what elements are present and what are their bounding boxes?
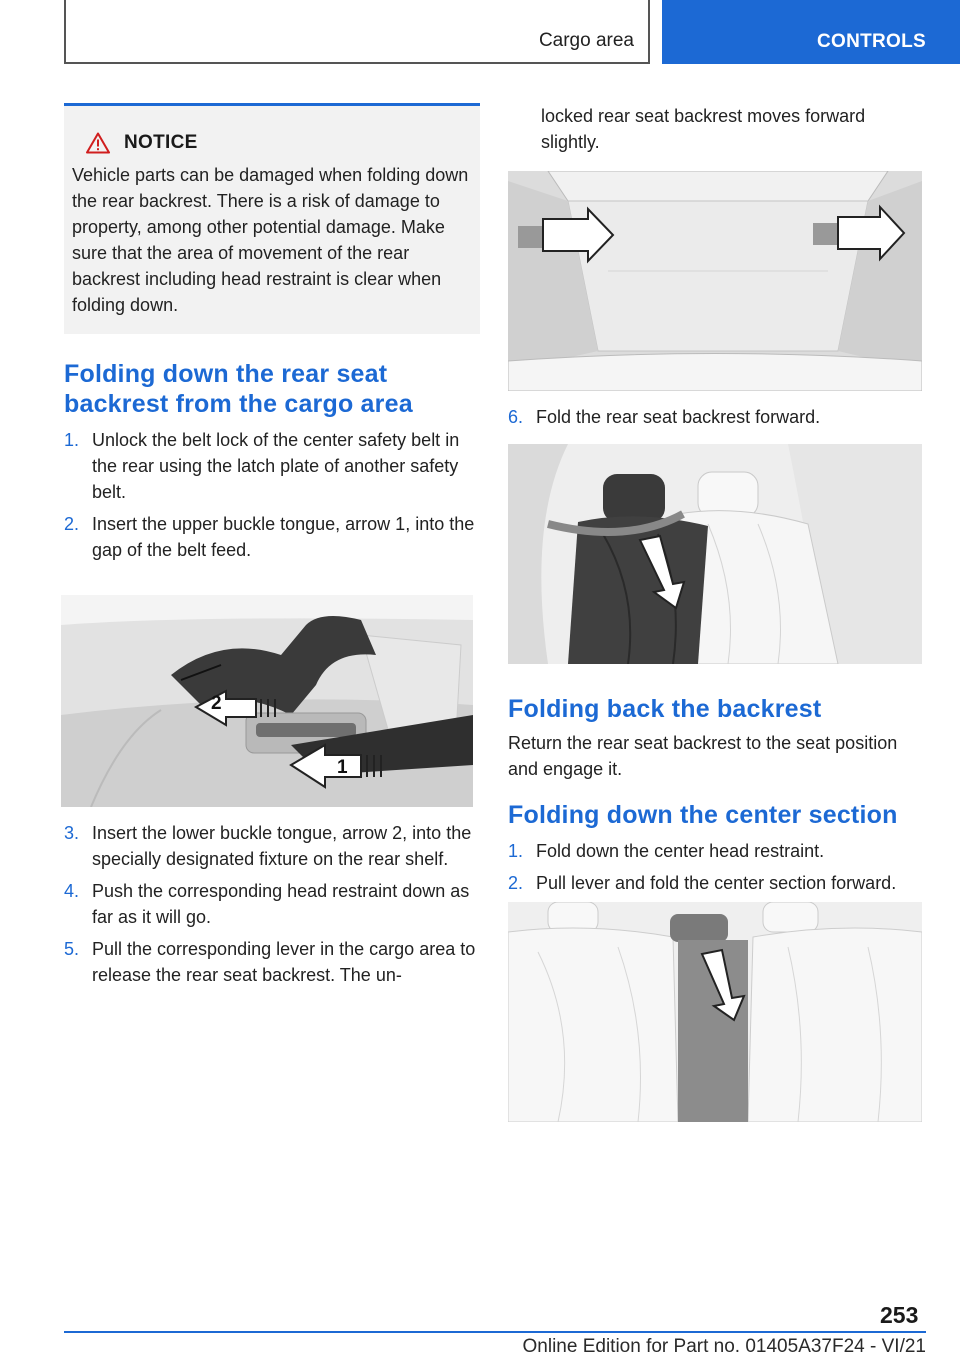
step-text: Insert the upper buckle tongue, arrow 1, into the gap of the belt feed.: [92, 514, 475, 560]
figure-belt-feed: [61, 595, 473, 807]
step-text: Push the corresponding head restraint down as far as it will go.: [92, 881, 470, 927]
step-number: 5.: [64, 939, 80, 959]
step-number: 3.: [64, 823, 80, 843]
header-section-title: Cargo area: [538, 30, 634, 51]
list-item: [508, 838, 926, 864]
section-title-center: Folding down the center section: [508, 801, 898, 829]
right-column: [508, 103, 926, 1122]
list-item: [508, 404, 926, 430]
list-item: [64, 820, 480, 872]
list-item: [64, 878, 480, 930]
step-number: 2.: [64, 514, 80, 534]
step-number: 6.: [508, 407, 524, 427]
step-5-continuation: locked rear seat backrest moves forward slightly.: [541, 106, 866, 152]
steps-list-center: [508, 838, 926, 896]
list-item: [64, 936, 480, 988]
notice-body: Vehicle parts can be damaged when folding down the rear backrest. There is a risk of damage to property, among other potential damage. Make sure that the area of movement of the rear backrest including head restraint is clear when folding down.: [72, 165, 469, 315]
header-chapter-tab: [662, 0, 960, 64]
step-number: 1.: [64, 430, 80, 450]
figure-label-1: 1: [337, 757, 348, 778]
section-title-fold-cargo: Folding down the rear seat backrest from the cargo area: [64, 360, 413, 418]
step-number: 2.: [508, 873, 524, 893]
steps-list-b: [64, 820, 480, 988]
step-number: 1.: [508, 841, 524, 861]
figure-label-2: 2: [211, 693, 222, 714]
step-text: Fold down the center head restraint.: [536, 841, 825, 861]
step-text: Insert the lower buckle tongue, arrow 2, into the specially designated fixture on the rear shelf.: [92, 823, 472, 869]
footer-divider: [64, 1331, 926, 1333]
notice-title: NOTICE: [124, 132, 198, 153]
page-number: 253: [880, 1302, 919, 1328]
notice-box: [64, 103, 480, 334]
figure-cargo-levers: [508, 171, 922, 391]
notice-header: [86, 132, 472, 154]
list-item: [508, 870, 926, 896]
header-section-box: [64, 0, 650, 64]
figure-center-section: [508, 902, 922, 1122]
warning-triangle-icon: [86, 132, 110, 154]
list-item: [64, 427, 480, 505]
step-text: Pull the corresponding lever in the cargo area to release the rear seat backrest. The un-: [92, 939, 476, 985]
section-title-fold-back: Folding back the backrest: [508, 695, 822, 723]
step-text: Pull lever and fold the center section forward.: [536, 873, 897, 893]
header-chapter-title: CONTROLS: [816, 31, 926, 52]
list-item: [64, 511, 480, 563]
section-body-fold-back: Return the rear seat backrest to the seat position and engage it.: [508, 733, 898, 779]
step-text: Fold the rear seat backrest forward.: [536, 407, 821, 427]
figure-fold-forward: [508, 444, 922, 664]
steps-list-a: [64, 427, 480, 563]
left-column: [64, 103, 480, 994]
step-number: 4.: [64, 881, 80, 901]
steps-list-c: [508, 404, 926, 430]
footer-edition: Online Edition for Part no. 01405A37F24 - VI/21: [522, 1336, 926, 1357]
step-text: Unlock the belt lock of the center safety belt in the rear using the latch plate of another safety belt.: [92, 430, 460, 502]
